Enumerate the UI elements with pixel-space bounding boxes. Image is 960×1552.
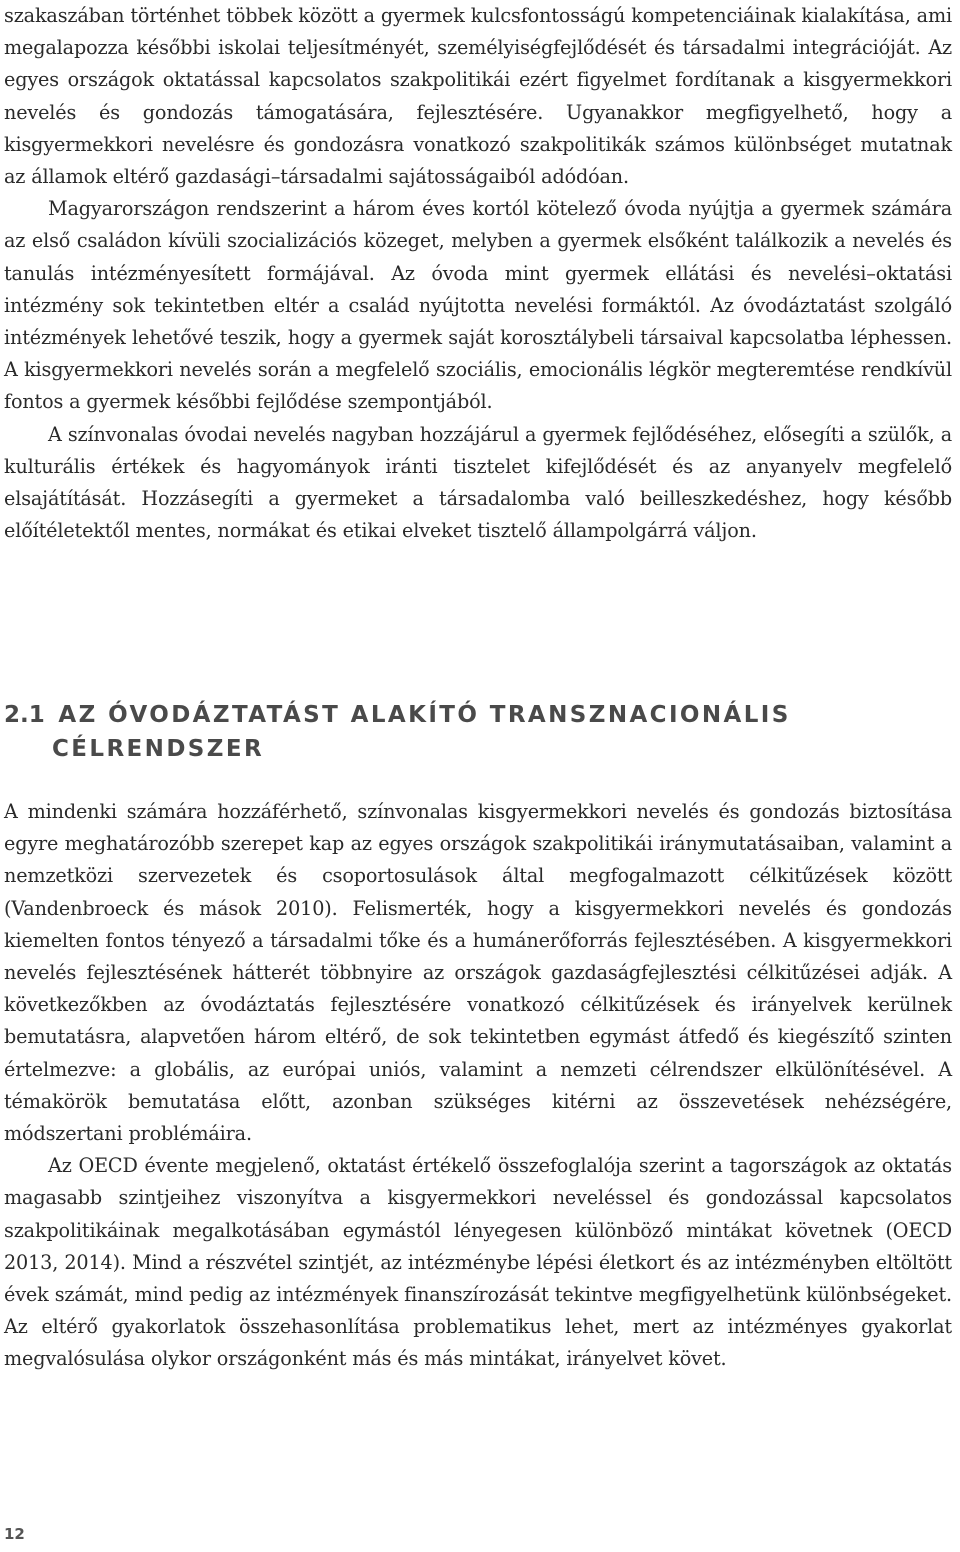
section-heading xyxy=(4,698,952,766)
body-text-bottom xyxy=(4,796,952,1376)
section-title-line1: AZ ÓVODÁZTATÁST ALAKÍTÓ TRANSZNACIONÁLIS xyxy=(58,702,791,728)
paragraph: Az OECD évente megjelenő, oktatást értékelő összefoglalója szerint a tagországok az oktatás magasabb szintjeihez viszonyítva a kisgyermekkori neveléssel és gondozással kapcsolatos szakpolitikáinak megalkotásában egymástól lényegesen különböző mintákat követnek (OECD 2013, 2014). Mind a részvétel szintjét, az intézménybe lépési életkort és az intézményben eltöltött évek számát, mind pedig az intézmények finanszírozását tekintve megfigyelhetünk különbségeket. Az eltérő gyakorlatok összehasonlítása problematikus lehet, mert az intézményes gyakorlat megvalósulása olykor országonként más és más mintákat, irányelvet követ. xyxy=(4,1154,952,1371)
paragraph: szakaszában történhet többek között a gyermek kulcsfontosságú kompetenciáinak kialakítása, ami megalapozza későbbi iskolai teljesítményét, személyiségfejlődését és társadalmi integrációját. Az egyes országok oktatással kapcsolatos szakpolitikái ezért figyelmet fordítanak a kisgyermekkori nevelés és gondozás támogatására, fejlesztésére. Ugyanakkor megfigyelhető, hogy a kisgyermekkori nevelésre és gondozásra vonatkozó szakpolitikák számos különbséget mutatnak az államok eltérő gazdasági–társadalmi sajátosságaiból adódóan. xyxy=(4,4,952,189)
body-text-top xyxy=(4,0,952,547)
page-number: 12 xyxy=(4,1525,25,1543)
paragraph: Magyarországon rendszerint a három éves kortól kötelező óvoda nyújtja a gyermek számára az első családon kívüli szocializációs közeget, melyben a gyermek elsőként találkozik a nevelés és tanulás intézményesített formájával. Az óvoda mint gyermek ellátási és nevelési–oktatási intézmény sok tekintetben eltér a család nyújtotta nevelési formáktól. Az óvodáztatást szolgáló intézmények lehetővé teszik, hogy a gyermek saját korosztálybeli társaival kapcsolatba léphessen. A kisgyermekkori nevelés során a megfelelő szociális, emocionális légkör megteremtése rendkívül fontos a gyermek későbbi fejlődése szempontjából. xyxy=(4,197,952,414)
section-title-line2: CÉLRENDSZER xyxy=(52,736,265,762)
section-number: 2.1 xyxy=(4,702,45,728)
paragraph: A színvonalas óvodai nevelés nagyban hozzájárul a gyermek fejlődéséhez, elősegíti a szülők, a kulturális értékek és hagyományok iránti tisztelet kifejlődését és az anyanyelv megfelelő elsajátítását. Hozzásegíti a gyermeket a társadalomba való beilleszkedéshez, hogy később előítéletektől mentes, normákat és etikai elveket tisztelő állampolgárrá váljon. xyxy=(4,422,952,543)
paragraph: A mindenki számára hozzáférhető, színvonalas kisgyermekkori nevelés és gondozás biztosítása egyre meghatározóbb szerepet kap az egyes országok szakpolitikái iránymutatásaiban, valamint a nemzetközi szervezetek és csoportosulások által megfogalmazott célkitűzések között (Vandenbroeck és mások 2010). Felismerték, hogy a kisgyermekkori nevelés és gondozás kiemelten fontos tényező a társadalmi tőke és a humánerőforrás fejlesztésében. A kisgyermekkori nevelés fejlesztésének hátterét többnyire az országok gazdaságfejlesztési célkitűzései adják. A következőkben az óvodáztatás fejlesztésére vonatkozó célkitűzések és irányelvek kerülnek bemutatásra, alapvetően három eltérő, de sok tekintetben egymást átfedő és kiegészítő szinten értelmezve: a globális, az európai uniós, valamint a nemzeti célrendszer elkülönítésével. A témakörök bemutatása előtt, azonban szükséges kitérni az összevetések nehézségére, módszertani problémáira. xyxy=(4,800,952,1146)
